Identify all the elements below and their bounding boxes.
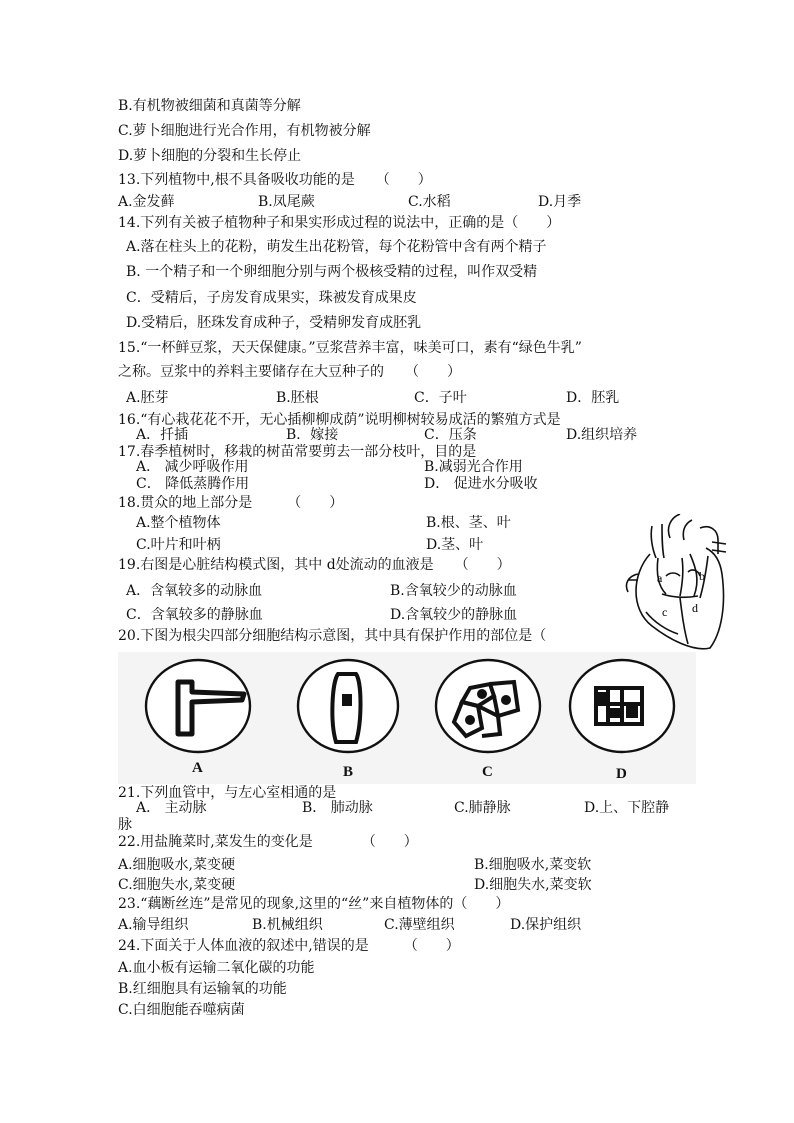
option-d-prev: D.萝卜细胞的分裂和生长停止 [118,148,302,164]
q23-option-b: B.机械组织 [252,917,323,933]
q17-option-a: A． 减少呼吸作用 [136,459,249,475]
q23-option-a: A.输导组织 [118,917,189,933]
question-19: 19.右图是心脏结构模式图，其中 d处流动的血液是 （ ） [118,557,511,573]
q13-option-c: C.水稻 [408,194,451,210]
q24-option-a: A.血小板有运输二氧化碳的功能 [118,960,315,976]
heart-label-c: c [662,605,668,619]
q15-option-d: D．胚乳 [566,390,620,406]
q21-option-b: B． 肺动脉 [302,800,373,816]
root-cells-diagram [118,652,696,784]
cell-label-c: C [482,764,493,780]
q18-option-b: B.根、茎、叶 [426,515,511,531]
q13-option-a: A.金发藓 [118,194,175,210]
heart-diagram [622,514,730,654]
option-b-prev: B.有机物被细菌和真菌等分解 [118,98,301,114]
question-13: 13.下列植物中,根不具备吸收功能的是 （ ） [118,172,432,188]
q19-option-a: A．含氧较多的动脉血 [126,583,263,599]
q15-option-b: B.胚根 [276,390,319,406]
q22-option-c: C.细胞失水,菜变硬 [118,877,236,893]
q17-option-d: D． 促进水分吸收 [424,476,538,492]
q19-option-d: D.含氧较少的静脉血 [390,607,518,623]
q15-option-c: C．子叶 [414,390,467,406]
q23-option-c: C.薄壁组织 [384,917,455,933]
q22-option-a: A.细胞吸水,菜变硬 [118,857,236,873]
q14-option-b: B. 一个精子和一个卵细胞分别与两个极核受精的过程，叫作双受精 [126,264,538,280]
q21-option-d: D.上、下腔静 [584,800,670,816]
question-18: 18.贯众的地上部分是 （ ） [118,495,344,511]
question-16: 16.“有心栽花花不开，无心插柳柳成荫”说明柳树较易成活的繁殖方式是 [118,412,561,428]
q21-option-c: C.肺静脉 [454,800,511,816]
question-20: 20.下图为根尖四部分细胞结构示意图，其中具有保护作用的部位是（ [118,628,547,644]
q16-option-c: C．压条 [424,427,477,443]
q16-option-b: B．嫁接 [286,427,339,443]
cell-ellipse-a [146,660,250,752]
q19-option-b: B.含氧较少的动脉血 [390,583,517,599]
q21-option-a: A． 主动脉 [136,800,207,816]
q15-option-a: A.胚芽 [126,390,169,406]
q19-option-c: C．含氧较多的静脉血 [126,607,263,623]
q13-option-b: B.凤尾蕨 [258,194,315,210]
q14-option-c: C．受精后，子房发育成果实，珠被发育成果皮 [126,290,417,306]
q23-option-d: D.保护组织 [510,917,582,933]
q22-option-b: B.细胞吸水,菜变软 [474,857,592,873]
cell-label-a: A [192,760,203,776]
question-15-line2: 之称。豆浆中的养料主要储存在大豆种子的 （ ） [118,364,461,380]
q24-option-b: B.红细胞具有运输氧的功能 [118,981,287,997]
q14-option-a: A.落在柱头上的花粉，萌发生出花粉管，每个花粉管中含有两个精子 [126,239,547,255]
q18-option-c: C.叶片和叶柄 [136,537,221,553]
question-15-line1: 15.“一杯鲜豆浆，天天保健康。”豆浆营养丰富，味美可口，素有“绿色牛乳” [118,340,582,356]
option-c-prev: C.萝卜细胞进行光合作用，有机物被分解 [118,123,371,139]
question-21: 21.下列血管中，与左心室相通的是 [118,785,337,801]
question-24: 24.下面关于人体血液的叙述中,错误的是 （ ） [118,938,460,954]
question-14: 14.下列有关被子植物种子和果实形成过程的说法中，正确的是（ ） [118,215,561,231]
heart-label-b: b [699,569,705,583]
q24-option-c: C.白细胞能吞噬病菌 [118,1002,245,1018]
q17-option-b: B.减弱光合作用 [424,459,523,475]
question-22: 22.用盐腌菜时,菜发生的变化是 （ ） [118,834,418,850]
cell-label-d: D [616,766,627,782]
q22-option-d: D.细胞失水,菜变软 [474,877,592,893]
q16-option-a: A．扦插 [136,427,189,443]
q18-option-d: D.茎、叶 [426,537,484,553]
q16-option-d: D.组织培养 [566,427,638,443]
q17-option-c: C． 降低蒸腾作用 [136,476,250,492]
q18-option-a: A.整个植物体 [136,515,221,531]
question-23: 23.“藕断丝连”是常见的现象,这里的“丝”来自植物体的（ ） [118,896,510,912]
q13-option-d: D.月季 [538,194,582,210]
heart-label-d: d [692,601,698,615]
q21-option-d-wrap: 脉 [118,817,132,833]
cell-ellipse-c [436,660,540,752]
q14-option-d: D.受精后，胚珠发育成种子，受精卵发育成胚乳 [126,315,422,331]
cell-label-b: B [343,764,354,780]
question-17: 17.春季植树时，移栽的树苗常要剪去一部分枝叶，目的是 [118,444,477,460]
heart-label-a: a [657,571,663,585]
